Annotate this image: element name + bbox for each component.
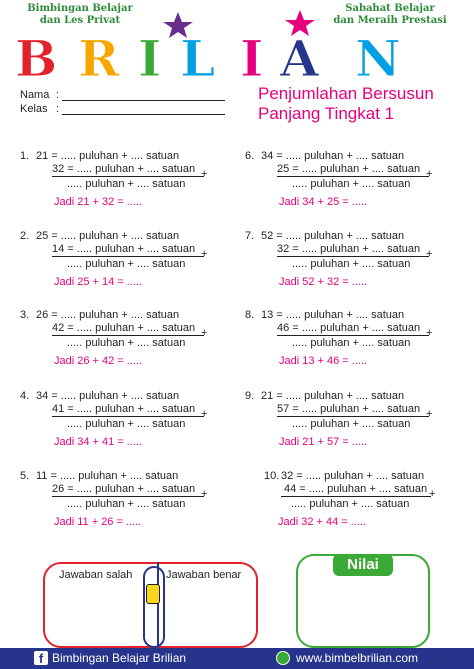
- class-label: Kelas: [20, 103, 48, 115]
- problem-number: 9.: [245, 390, 255, 402]
- logo-letter: B: [15, 29, 58, 82]
- logo-letter: R: [78, 29, 120, 82]
- problem-row-2: 57 = ..... puluhan + .... satuan: [277, 403, 421, 415]
- sum-line: [52, 256, 204, 257]
- problem-row-1: 32 = ..... puluhan + .... satuan: [281, 470, 425, 482]
- plus-sign: +: [426, 327, 433, 339]
- logo-letter: I: [138, 29, 162, 82]
- problem-5: [36, 470, 236, 544]
- problem-row-2: 41 = ..... puluhan + .... satuan: [52, 403, 196, 415]
- name-colon: :: [56, 89, 60, 101]
- problem-row-1: 13 = ..... puluhan + .... satuan: [261, 309, 405, 321]
- plus-sign: +: [201, 327, 208, 339]
- sum-line: [281, 496, 431, 497]
- sum-line: [277, 256, 429, 257]
- problem-answer: Jadi 25 + 14 = .....: [54, 276, 143, 288]
- problem-answer: Jadi 21 + 32 = .....: [54, 196, 143, 208]
- problem-row-3: ..... puluhan + .... satuan: [67, 418, 186, 430]
- problem-number: 8.: [245, 309, 255, 321]
- problem-answer: Jadi 21 + 57 = .....: [279, 436, 368, 448]
- class-colon: :: [56, 103, 60, 115]
- problem-answer: Jadi 32 + 44 = .....: [278, 516, 367, 528]
- problem-answer: Jadi 34 + 41 = .....: [54, 436, 143, 448]
- problem-number: 7.: [245, 230, 255, 242]
- problem-1: [36, 150, 236, 224]
- problem-row-3: ..... puluhan + .... satuan: [291, 498, 410, 510]
- problem-number: 5.: [20, 470, 30, 482]
- class-field[interactable]: [62, 114, 225, 115]
- facebook-icon[interactable]: f: [34, 651, 48, 665]
- problem-row-3: ..... puluhan + .... satuan: [292, 337, 411, 349]
- problem-row-1: 34 = ..... puluhan + .... satuan: [36, 390, 180, 402]
- logo-letter: L: [180, 29, 216, 82]
- sum-line: [52, 416, 204, 417]
- problem-9: [261, 390, 461, 464]
- problem-number: 3.: [20, 309, 30, 321]
- plus-sign: +: [426, 248, 433, 260]
- problem-row-2: 42 = ..... puluhan + .... satuan: [52, 322, 196, 334]
- problem-number: 2.: [20, 230, 30, 242]
- problem-answer: Jadi 26 + 42 = .....: [54, 355, 143, 367]
- logo-letter: I: [240, 29, 264, 82]
- problem-10: [278, 470, 474, 544]
- plus-sign: +: [429, 488, 436, 500]
- problem-row-1: 52 = ..... puluhan + .... satuan: [261, 230, 405, 242]
- problem-number: 1.: [20, 150, 30, 162]
- plus-sign: +: [201, 408, 208, 420]
- problem-row-2: 46 = ..... puluhan + .... satuan: [277, 322, 421, 334]
- worksheet-title: [258, 84, 468, 124]
- right-answers-label: Jawaban benar: [166, 569, 242, 581]
- tagline-right: [315, 3, 465, 27]
- problem-row-2: 14 = ..... puluhan + .... satuan: [52, 243, 196, 255]
- tally-link: [143, 566, 165, 648]
- problem-row-1: 25 = ..... puluhan + .... satuan: [36, 230, 180, 242]
- problem-row-3: ..... puluhan + .... satuan: [292, 258, 411, 270]
- problem-row-3: ..... puluhan + .... satuan: [67, 258, 186, 270]
- sum-line: [52, 176, 204, 177]
- problem-8: [261, 309, 461, 383]
- problem-row-1: 26 = ..... puluhan + .... satuan: [36, 309, 180, 321]
- logo-letter: N: [355, 29, 401, 82]
- footer: [0, 648, 474, 669]
- tagline-left-line: Bimbingan Belajar: [27, 3, 133, 14]
- name-label: Nama: [20, 89, 50, 101]
- sum-line: [277, 335, 429, 336]
- problem-7: [261, 230, 461, 304]
- problem-row-1: 34 = ..... puluhan + .... satuan: [261, 150, 405, 162]
- tagline-left-line: dan Les Privat: [39, 15, 121, 26]
- header: [0, 0, 474, 82]
- tally-link-center: [146, 584, 160, 604]
- problem-number: 10.: [264, 470, 280, 482]
- plus-sign: +: [201, 248, 208, 260]
- tagline-right-line: dan Meraih Prestasi: [333, 15, 447, 26]
- wrong-answers-field[interactable]: [62, 585, 142, 640]
- sum-line: [277, 176, 429, 177]
- right-answers-field[interactable]: [168, 585, 248, 640]
- name-field[interactable]: [62, 100, 225, 101]
- sum-line: [52, 335, 204, 336]
- tagline-right-line: Sabahat Belajar: [345, 3, 435, 14]
- plus-sign: +: [426, 408, 433, 420]
- problem-number: 4.: [20, 390, 30, 402]
- problem-answer: Jadi 34 + 25 = .....: [279, 196, 368, 208]
- problem-row-2: 44 = ..... puluhan + .... satuan: [284, 483, 428, 495]
- problem-row-3: ..... puluhan + .... satuan: [292, 418, 411, 430]
- plus-sign: +: [426, 168, 433, 180]
- title-line: Panjang Tingkat 1: [258, 104, 395, 123]
- wrong-answers-label: Jawaban salah: [59, 569, 133, 581]
- facebook-page-name[interactable]: Bimbingan Belajar Brilian: [52, 651, 187, 665]
- score-label: Nilai: [333, 554, 393, 576]
- sum-line: [277, 416, 429, 417]
- problem-row-2: 32 = ..... puluhan + .... satuan: [52, 163, 196, 175]
- website-link[interactable]: www.bimbelbrilian.com: [296, 651, 419, 665]
- problem-row-3: ..... puluhan + .... satuan: [67, 498, 186, 510]
- plus-sign: +: [201, 168, 208, 180]
- problem-number: 6.: [245, 150, 255, 162]
- globe-icon: [276, 651, 290, 665]
- problem-row-2: 25 = ..... puluhan + .... satuan: [277, 163, 421, 175]
- problem-4: [36, 390, 236, 464]
- problem-answer: Jadi 52 + 32 = .....: [279, 276, 368, 288]
- problem-row-3: ..... puluhan + .... satuan: [292, 178, 411, 190]
- problem-row-1: 21 = ..... puluhan + .... satuan: [36, 150, 180, 162]
- problem-row-3: ..... puluhan + .... satuan: [67, 337, 186, 349]
- problem-answer: Jadi 13 + 46 = .....: [279, 355, 368, 367]
- problem-row-2: 26 = ..... puluhan + .... satuan: [52, 483, 196, 495]
- problem-row-1: 21 = ..... puluhan + .... satuan: [261, 390, 405, 402]
- plus-sign: +: [201, 488, 208, 500]
- problem-3: [36, 309, 236, 383]
- problem-row-3: ..... puluhan + .... satuan: [67, 178, 186, 190]
- title-line: Penjumlahan Bersusun: [258, 84, 434, 103]
- problem-row-1: 11 = ..... puluhan + .... satuan: [36, 470, 179, 482]
- logo-letter: A: [280, 29, 319, 82]
- problem-answer: Jadi 11 + 26 = .....: [54, 516, 142, 528]
- problem-row-2: 32 = ..... puluhan + .... satuan: [277, 243, 421, 255]
- sum-line: [52, 496, 204, 497]
- problem-2: [36, 230, 236, 304]
- problem-6: [261, 150, 461, 224]
- tagline-left: [10, 3, 150, 27]
